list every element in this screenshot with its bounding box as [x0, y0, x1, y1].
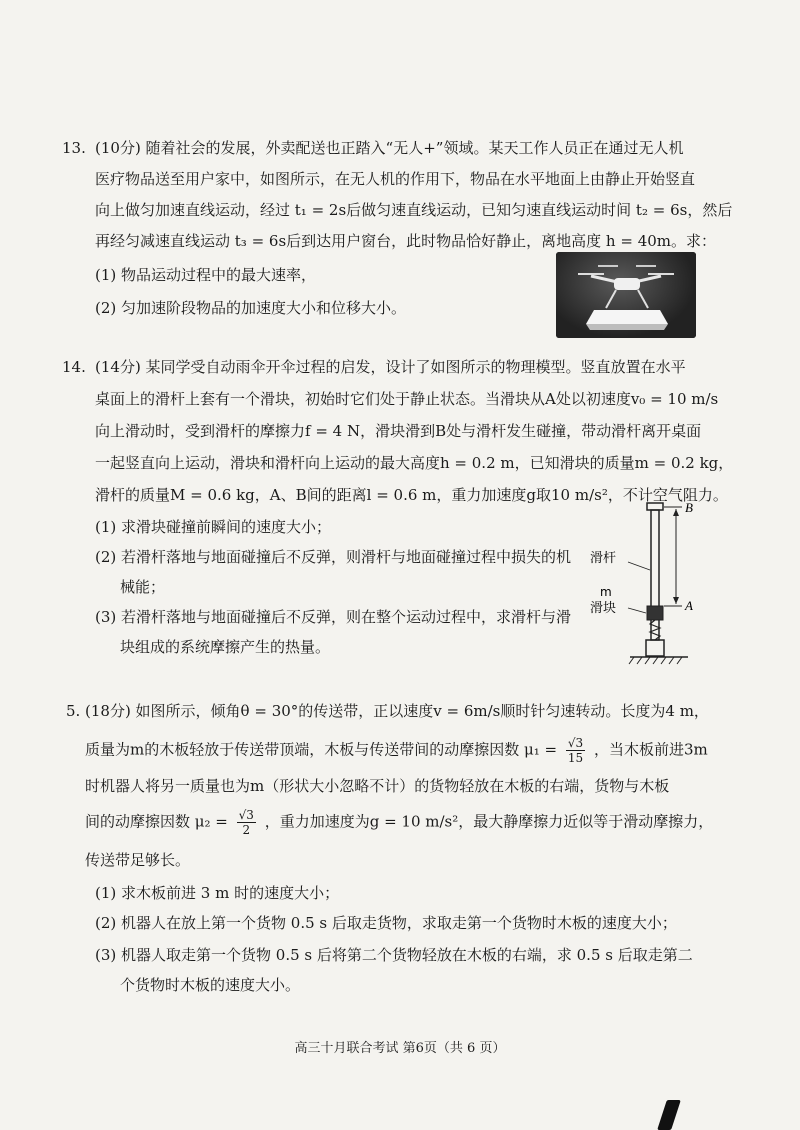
q13-sub-2: (2) 匀加速阶段物品的加速度大小和位移大小。: [95, 299, 407, 317]
question-13-number: 13.: [62, 139, 86, 157]
q15-line-4-b: ，重力加速度为g = 10 m/s²，最大静摩擦力近似等于滑动摩擦力，: [264, 812, 714, 831]
drone-delivery-photo: [556, 252, 696, 338]
question-15-number: 5.: [66, 702, 81, 720]
mu2-denominator: 2: [242, 823, 251, 837]
mu1-fraction: [566, 736, 585, 765]
q13-line-1: (10分) 随着社会的发展，外卖配送也正踏入“无人+”领域。某天工作人员正在通过无人机: [95, 139, 684, 157]
q15-line-1: (18分) 如图所示，倾角θ = 30°的传送带，正以速度v = 6m/s顺时针匀速转动。长度为4 m，: [85, 702, 709, 720]
q15-line-2: [85, 736, 708, 765]
rod-slider-figure: [590, 500, 720, 675]
q13-line-4: 再经匀减速直线运动 t₃ = 6s后到达用户窗台，此时物品恰好静止，离地高度 h = 40m。求：: [95, 232, 717, 250]
mu2-numerator: √3: [238, 808, 254, 822]
q15-sub-3-cont: 个货物时木板的速度大小。: [120, 976, 301, 994]
label-slider: 滑块: [590, 601, 617, 616]
label-b: B: [685, 500, 693, 515]
label-a: A: [685, 598, 693, 613]
q14-line-3: 向上滑动时，受到滑杆的摩擦力f = 4 N，滑块滑到B处与滑杆发生碰撞，带动滑杆离开桌面: [95, 422, 702, 440]
q15-sub-3: (3) 机器人取走第一个货物 0.5 s 后将第二个货物轻放在木板的右端，求 0.5 s 后取走第二: [95, 946, 693, 964]
q14-sub-2-cont: 械能；: [120, 578, 166, 596]
q15-line-4: [85, 808, 713, 837]
q15-sub-1: (1) 求木板前进 3 m 时的速度大小；: [95, 884, 340, 902]
mu1-denominator: 15: [567, 751, 584, 765]
q13-line-3: 向上做匀加速直线运动，经过 t₁ = 2s后做匀速直线运动，已知匀速直线运动时间 t₂ = 6s，然后: [95, 201, 733, 219]
q14-sub-2: (2) 若滑杆落地与地面碰撞后不反弹，则滑杆与地面碰撞过程中损失的机: [95, 548, 572, 566]
q13-sub-1: (1) 物品运动过程中的最大速率，: [95, 266, 317, 284]
mu1-numerator: √3: [567, 736, 584, 750]
q14-line-4: 一起竖直向上运动，滑块和滑杆向上运动的最大高度h = 0.2 m，已知滑块的质量m = 0.2 kg，: [95, 454, 734, 472]
q14-line-2: 桌面上的滑杆上套有一个滑块，初始时它们处于静止状态。当滑块从A处以初速度v₀ = 10 m/s: [95, 390, 719, 408]
q15-line-4-a: 间的动摩擦因数 μ₂ =: [85, 812, 228, 831]
q15-sub-2: (2) 机器人在放上第一个货物 0.5 s 后取走货物，求取走第一个货物时木板的速度大小；: [95, 914, 677, 932]
q14-line-5: 滑杆的质量M = 0.6 kg，A、B间的距离l = 0.6 m，重力加速度g取10 m/s²，不计空气阻力。: [95, 486, 728, 504]
q14-sub-1: (1) 求滑块碰撞前瞬间的速度大小；: [95, 518, 332, 536]
q15-line-2-a: 质量为m的木板轻放于传送带顶端，木板与传送带间的动摩擦因数 μ₁ =: [85, 740, 558, 759]
q13-line-2: 医疗物品送至用户家中，如图所示，在无人机的作用下，物品在水平地面上由静止开始竖直: [95, 170, 696, 188]
q14-sub-3-cont: 块组成的系统摩擦产生的热量。: [120, 638, 331, 656]
scan-corner-mark: [657, 1100, 681, 1130]
page-footer: 高三十月联合考试 第6页（共 6 页）: [294, 1041, 506, 1056]
q15-line-5: 传送带足够长。: [85, 851, 191, 869]
q15-line-2-b: ，当木板前进3m: [593, 740, 708, 759]
q14-line-1: (14分) 某同学受自动雨伞开伞过程的启发，设计了如图所示的物理模型。竖直放置在水平: [95, 358, 686, 376]
q14-sub-3: (3) 若滑杆落地与地面碰撞后不反弹，则在整个运动过程中，求滑杆与滑: [95, 608, 572, 626]
label-m: m: [600, 585, 612, 599]
label-rod: 滑杆: [590, 551, 617, 566]
mu2-fraction: [237, 808, 256, 837]
q15-line-3: 时机器人将另一质量也为m（形状大小忽略不计）的货物轻放在木板的右端，货物与木板: [85, 777, 670, 795]
question-14-number: 14.: [62, 358, 86, 376]
